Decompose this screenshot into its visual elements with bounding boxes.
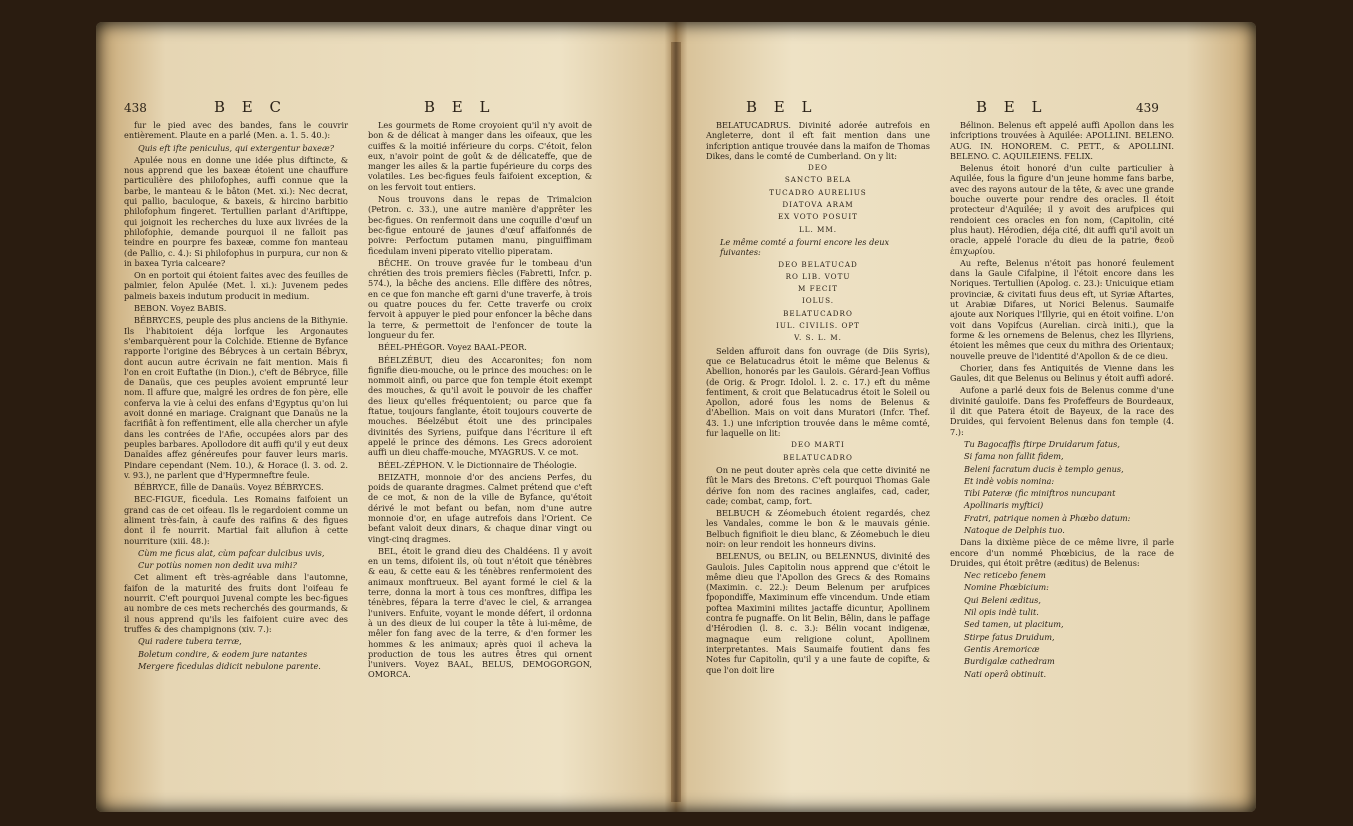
text-paragraph: Nomine Phœbicium:	[964, 582, 1049, 593]
text-paragraph: Tibi Pateræ (fic miniftros nuncupant	[964, 488, 1116, 499]
text-paragraph: On ne peut douter après cela que cette divinité ne fût le Mars des Bretons. C'eft pourquoi Thomas Gale dérive fon nom des racines anglaifes, cad, cader, cade; combat, camp, fort.	[706, 464, 930, 506]
text-paragraph: RO LIB. VOTU	[785, 271, 851, 281]
text-paragraph: TUCADRO AURELIUS	[769, 187, 867, 197]
text-paragraph: Nous trouvons dans le repas de Trimalcion (Petron. c. 33.), une autre manière d'apprêter les bec-figues. On renfermoit dans une coquille d'œuf un bec-figue entouré de jaunes d'œuf affaifonnés de poivre: Perfoctum putamen manu, pinguiffimam ficedulam inveni piperato vitellio piperatam.	[368, 194, 592, 256]
text-paragraph: BÉBRYCE, fille de Danaüs. Voyez BÉBRYCES.	[134, 482, 324, 493]
text-paragraph: Aufone a parlé deux fois de Belenus comme d'une divinité gauloife. Dans fes Profeffeurs de Bourdeaux, il dit que Patera étoit de Bayeux, de la race des Druides, qui fervoient Belenus dans fon temple (4. 7.):	[950, 385, 1174, 437]
text-paragraph: BELATUCADRUS. Divinité adorée autrefois en Angleterre, dont il eft fait mention dans une infcription antique trouvée dans la maifon de Thomas Dikes, dans le comté de Cumberland. On y lit:	[706, 120, 930, 161]
text-paragraph: DIATOVA ARAM	[782, 200, 854, 210]
text-paragraph: Dans la dixième pièce de ce même livre, il parle encore d'un nommé Phœbicius, de la race de Druides, qui étoit prêtre (æditus) de Belenus:	[950, 537, 1174, 568]
text-paragraph: Au refte, Belenus n'étoit pas honoré feulement dans la Gaule Cifalpine, il l'étoit encore dans les Noriques. Tertullien (Apolog. c. 23.): Unicuique etiam provinciæ, & civitati fuus deus eft, ut Syriæ Aftartes, ut Arabiæ Difares, ut Norici Belenus. Saumaife ajoute aux Noriques l'Illyrie, qui en étoit voifine. L'on voit dans Vopifcus (Aurelian. circà initi.), que la forme & les ornemens de Belenus, chez les Illyriens, étoient les mêmes que ceux du mithra des Orientaux; nouvelle preuve de l'identité d'Apollon & de ce dieu.	[950, 257, 1174, 361]
text-paragraph: Cur potiùs nomen non dedit uva mihi?	[138, 560, 297, 571]
text-paragraph: SANCTO BELA	[784, 175, 852, 185]
text-paragraph: BELATUCADRO	[783, 308, 853, 318]
left-column-2	[368, 120, 592, 682]
text-paragraph: Cùm me ficus alat, cùm pafcar dulcibus uvis,	[138, 547, 325, 558]
text-paragraph: fur le pied avec des bandes, fans le couvrir entièrement. Plaute en a parlé (Men. a. 1. 5. 40.):	[124, 120, 348, 141]
text-paragraph: BÉEL-ZÉPHON. V. le Dictionnaire de Théologie.	[378, 459, 577, 470]
text-paragraph: IOLUS.	[801, 296, 835, 306]
text-paragraph: BEIZATH, monnoie d'or des anciens Perfes, du poids de quarante dragmes. Calmet prétend que c'eft de ce mot, & non de la ville de Byfance, qu'étoit dérivé le mot befant ou befan, nom d'une autre monnoie d'or, en ufage autrefois dans l'Orient. Ce befant valoit deux dinars, & chaque dinar vingt ou vingt-cinq dragmes.	[368, 471, 592, 544]
text-paragraph: Cet aliment eft très-agréable dans l'automne, faifon de la maturité des fruits dont l'oifeau fe nourrit. C'eft pourquoi Juvenal compte les bec-figues au nombre de ces mets recherchés des gourmands, & il nous apprend qu'ils les faifoient cuire avec des truffes & des champignons (xiv. 7.):	[124, 572, 348, 634]
text-paragraph: Boletum condire, & eodem jure natantes	[138, 648, 308, 659]
text-paragraph: Sed tamen, ut placitum,	[964, 619, 1064, 630]
right-column-2	[950, 120, 1174, 681]
book-gutter	[671, 42, 681, 802]
text-paragraph: BÊCHE. On trouve gravée fur le tombeau d'un chrétien des trois premiers fiècles (Fabretti, Infcr. p. 574.), la bêche des anciens. Elle diffère des nôtres, en ce que fon manche eft garni d'une traverfe, à trois ou quatre pouces du fer. Cette traverfe ou croix fervoit à appuyer le pied pour enfoncer la bêche dans la terre, & permettoit de l'enfoncer de toute la longueur du fer.	[368, 257, 592, 340]
text-paragraph: BELBUCH & Zéomebuch étoient regardés, chez les Vandales, comme le bon & le mauvais génie. Belbuch fignifioit le dieu blanc, & Zéomebuch le dieu noir: on leur rendoit les honneurs divins.	[706, 508, 930, 549]
left-page-number: 438	[124, 101, 147, 115]
text-paragraph: BELENUS, ou BELIN, ou BELENNUS, divinité des Gaulois. Jules Capitolin nous apprend que c'étoit le même dieu que l'Apollon des Grecs & des Romains (Maximin. c. 22.): Deum Belenum per arufpices fpopondiffe, Maximinum effe vincendum. Unde etiam poftea Maximini milites jactaffe dicuntur, Apollinem contra fe pugnaffe. On lit Belin, Bêlin, dans le paffage d'Hérodien (l. 8. c. 3.): Bélin vocant indigenæ, magnaque eum religione colunt, Apollinem interpretantes. Mais Saumaife foutient dans fes Notes fur Capitolin, qu'il y a une faute de copifte, & que l'on doit lire	[706, 551, 930, 675]
text-paragraph: BÉBRYCES, peuple des plus anciens de la Bithynie. Ils l'habitoient déja lorfque les Argonautes s'embarquèrent pour la Colchide. Etienne de Byfance rapporte l'origine des Bébryces à un certain Bébryx, dont aucun autre écrivain ne fait mention. Mais fi l'on en croit Euftathe (in Dion.), c'eft de Bébryce, fille de Danaüs, que ces peuples avoient emprunté leur nom. Il affure que, malgré les ordres de fon père, elle conferva la vie à celui des enfans d'Egyptus qu'on lui avoit donné en mariage. Craignant que Danaüs ne la facrifiât à fon reffentiment, elle alla chercher un afyle dans les contrées de l'Afie, occupées alors par des peuples barbares. Apollodore dit auffi qu'il y eut deux Danaïdes affez généreufes pour fauver leurs maris. Pindare cependant (Nem. 10.), & Horace (l. 3. od. 2. v. 93.), ne parlent que d'Hypermneftre feule.	[124, 315, 348, 480]
text-paragraph: Fratri, patrique nomen à Phœbo datum:	[964, 512, 1131, 523]
text-paragraph: BEL, étoit le grand dieu des Chaldéens. Il y avoit en un tems, difoient ils, où tout n'étoit que ténèbres & eau, & cette eau & les ténèbres renfermoient des animaux monftrueux. Bel ayant formé le ciel & la terre, donna la mort à tous ces monftres, diffipa les ténèbres, fépara la terre d'avec le ciel, & arrangea l'univers. Enfuite, voyant le monde défert, il ordonna à un des dieux de lui couper la tête à lui-même, de mêler fon fang avec de la terre, & d'en former les hommes & les animaux; après quoi il acheva la production de tous les autres êtres qui ornent l'univers. Voyez BAAL, BELUS, DEMOGORGON, OMORCA.	[368, 545, 592, 680]
text-paragraph: BEBON. Voyez BABIS.	[134, 303, 227, 314]
text-paragraph: Natoque de Delphis tuo.	[964, 524, 1065, 535]
text-paragraph: BEC-FIGUE, ficedula. Les Romains faifoient un grand cas de cet oifeau. Ils le regardoient comme un aliment très-fain, à caufe des raifins & des figues dont il fe nourrit. Martial fait allufion à cette nourriture (xiii. 48.):	[124, 494, 348, 546]
text-paragraph: Qui radere tubera terræ,	[138, 636, 242, 647]
text-paragraph: BÉELZÉBUT, dieu des Accaronites; fon nom fignifie dieu-mouche, ou le prince des mouches: on le nommoit ainfi, ou parce que fon temple étoit exempt des mouches, & qu'il avoit le pouvoir de les chaffer des lieux qu'elles fréquentoient; ou parce que fa ftatue, toujours fanglante, étoit toujours couverte de mouches. Béelzébut étoit une des principales divinités des Syriens, puifque dans l'écriture il eft appelé le prince des démons. Les Grecs adoroient auffi un dieu chaffe-mouche, MYAGRUS. V. ce mot.	[368, 354, 592, 458]
right-page-number: 439	[1136, 101, 1159, 115]
left-head-right: B E L	[424, 98, 496, 116]
text-paragraph: On en portoit qui étoient faites avec des feuilles de palmier, felon Apulée (Met. l. xi.): Juvenem pedes palmeis baxeis indutum producit in medium.	[124, 270, 348, 301]
right-head-left: B E L	[746, 98, 818, 116]
left-running-head	[124, 98, 594, 118]
text-paragraph: DEO MARTI	[791, 440, 845, 450]
text-paragraph: Selden affuroit dans fon ouvrage (de Diis Syris), que ce Belatucadrus étoit le même que Belenus & Abellion, honorés par les Gaulois. Gérard-Jean Voffius (de Orig. & Progr. Idolol. l. 2. c. 17.) eft du même fentiment, & croit que Belatucadrus étoit le Soleil ou Apollon, adoré fous les noms de Belenus & d'Abellion. Mais on voit dans Muratori (Infcr. Thef. 43. 1.) une infcription trouvée dans le même comté, fur laquelle on lit:	[706, 345, 930, 439]
text-paragraph: Quis eft ifte peniculus, qui extergentur baxeæ?	[138, 142, 335, 153]
text-paragraph: Et indè vobis nomina:	[964, 475, 1055, 486]
right-column-1	[706, 120, 930, 677]
text-paragraph: EX VOTO POSUIT	[778, 212, 858, 222]
text-paragraph: Nil opis indè tulit.	[964, 607, 1039, 618]
right-running-head	[706, 98, 1176, 118]
left-head-left: B E C	[214, 98, 287, 116]
text-paragraph: Nec reticebo fenem	[964, 570, 1046, 581]
text-paragraph: Les gourmets de Rome croyoient qu'il n'y avoit de bon & de délicat à manger dans les oifeaux, que les cuiffes & la moitié inférieure du corps. C'étoit, felon eux, n'avoir point de goût & de délicateffe, que de manger les ailes & la partie fupérieure du corps des volatiles. Les bec-figues feuls faifoient exception, & on les fervoit tout entiers.	[368, 120, 592, 192]
text-paragraph: Bélinon. Belenus eft appelé auffi Apollon dans les infcriptions trouvées à Aquilée: APOLLINI. BELENO. AUG. IN. HONOREM. C. PETT., & APOLLINI. BELENO. C. AQUILEIENS. FELIX.	[950, 120, 1174, 161]
text-paragraph: IUL. CIVILIS. OPT	[776, 321, 860, 331]
left-page	[124, 50, 594, 780]
text-paragraph: Chorier, dans fes Antiquités de Vienne dans les Gaules, dit que Belenus ou Belinus y étoit auffi adoré.	[950, 362, 1174, 384]
right-page	[706, 50, 1176, 780]
text-paragraph: Apollinaris myftici)	[964, 500, 1044, 511]
text-paragraph: Burdigalæ cathedram	[964, 656, 1055, 667]
text-paragraph: DEO	[808, 163, 828, 173]
text-paragraph: Qui Beleni æditus,	[964, 594, 1041, 605]
text-paragraph: Si fama non fallit fidem,	[964, 451, 1064, 462]
text-paragraph: DEO BELATUCAD	[778, 259, 858, 269]
text-paragraph: BÉEL-PHÉGOR. Voyez BAAL-PEOR.	[378, 342, 527, 353]
text-paragraph: Stirpe fatus Druidum,	[964, 631, 1055, 642]
text-paragraph: Nati operâ obtinuit.	[964, 668, 1047, 679]
left-column-1	[124, 120, 348, 673]
text-paragraph: Gentis Aremoricæ	[964, 643, 1040, 654]
right-head-right: B E L	[976, 98, 1048, 116]
text-paragraph: LL. MM.	[798, 224, 838, 234]
text-paragraph: Belenus étoit honoré d'un culte particulier à Aquilée, fous la figure d'un jeune homme fans barbe, avec des rayons autour de la tête, & avec une grande bouche ouverte pour rendre des oracles. Il étoit protecteur d'Aquilée; il y avoit des arufpices qui rendoient ces oracles en fon nom, (Capitolin, cité plus haut). Hérodien, déja cité, dit auffi qu'il avoit un oracle, appelé l'oracle du dieu de la patrie, ϑεοῦ ἐπιχωρίου.	[950, 163, 1174, 256]
text-paragraph: Beleni facratum ducis è templo genus,	[964, 463, 1124, 474]
text-paragraph: M FECIT	[797, 284, 838, 294]
text-paragraph: V. S. L. M.	[794, 333, 842, 343]
text-paragraph: Tu Bagocaffis ftirpe Druidarum fatus,	[964, 438, 1120, 449]
text-paragraph: BELATUCADRO	[783, 452, 853, 462]
text-paragraph: Le même comté a fourni encore les deux fuivantes:	[720, 236, 890, 258]
text-paragraph: Apulée nous en donne une idée plus diftincte, & nous apprend que les baxeæ étoient une chauffure particulière des philofophes, auffi connue que la barbe, le manteau & le bâton (Met. xi.): Nec decrat, qui pallio, baculoque, & baxeis, & hircino barbitio philofophum fingeret. Tertullien parlant d'Ariftippe, qui joignoit les recherches du luxe aux livrées de la philofophie, demande pourquoi il ne falloit pas teindre en pourpre fes baxeæ, comme fon manteau (de Pallio, c. 4.): Si philofophus in purpura, cur non & in baxea Tyria calceare?	[124, 154, 348, 268]
text-paragraph: Mergere ficedulas didicit nebulone parente.	[138, 660, 321, 671]
